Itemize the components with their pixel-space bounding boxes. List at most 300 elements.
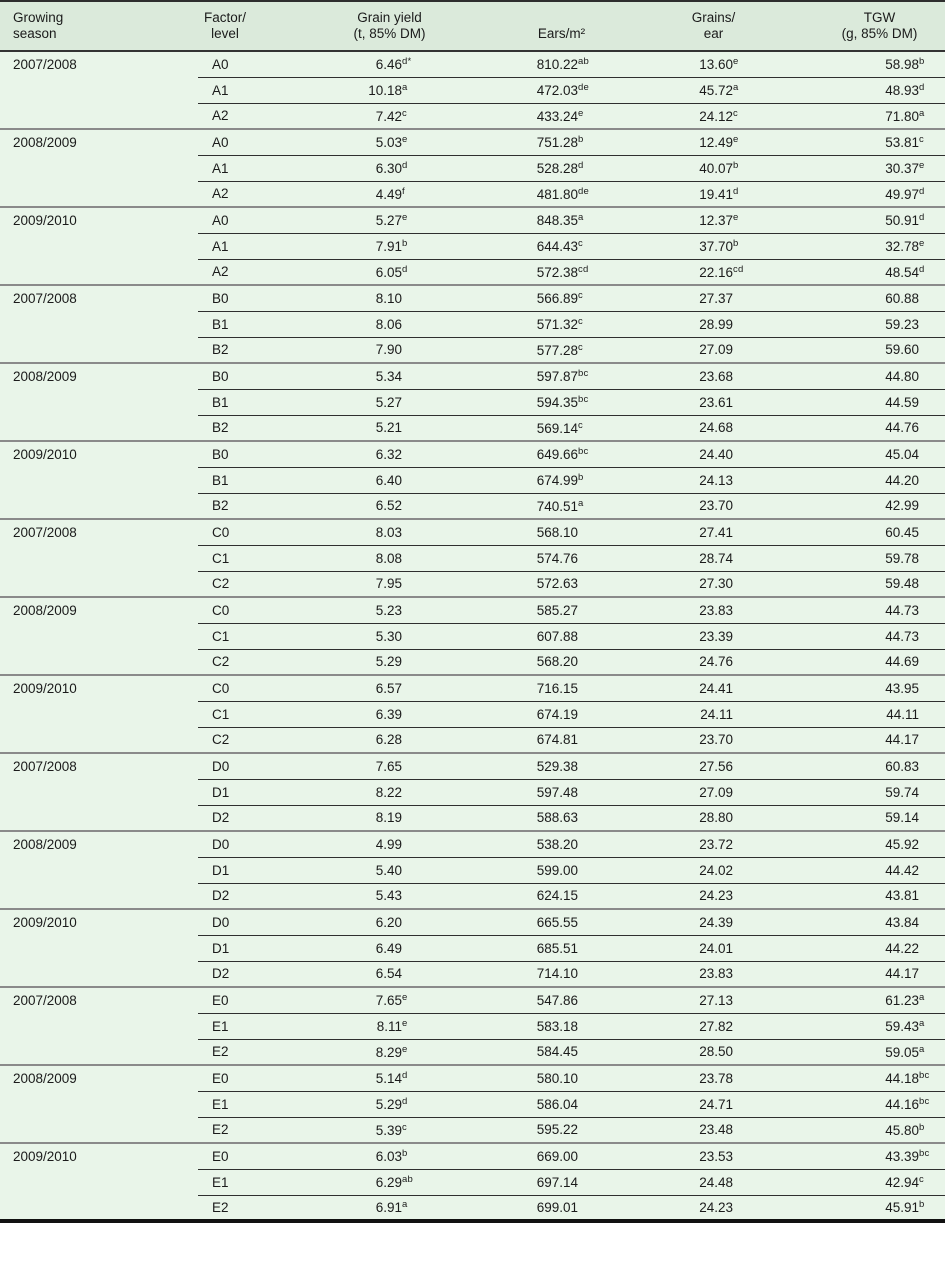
ears-value-cell [430, 129, 603, 155]
value-number: 8.22 [375, 784, 402, 800]
ears-value-cell [430, 675, 603, 701]
factor-cell: B2 [212, 342, 229, 358]
header-line: Growing [13, 10, 64, 25]
value-number: 6.05 [375, 264, 402, 280]
value-number: 586.04 [536, 1096, 578, 1112]
value-number: 547.86 [536, 992, 578, 1008]
ears-value-cell [430, 727, 603, 753]
grain-value-cell [303, 363, 430, 389]
value-number: 5.14 [375, 1071, 402, 1087]
value-number: 24.23 [699, 1199, 733, 1215]
significance-superscript: c [402, 1121, 407, 1133]
grain-value-cell [303, 961, 430, 987]
tgw-value-cell [758, 701, 945, 727]
value-number: 848.35 [536, 213, 578, 229]
grain-value-cell [303, 1091, 430, 1117]
grains-value-cell [603, 181, 758, 207]
tgw-value-cell [758, 883, 945, 909]
table-row [0, 207, 945, 233]
value-number: 6.29 [375, 1175, 402, 1190]
season-cell: 2007/2008 [0, 519, 198, 597]
significance-superscript: e [402, 1043, 408, 1055]
tgw-value-cell [758, 545, 945, 571]
significance-superscript: a [578, 497, 584, 509]
significance-superscript: e [919, 238, 925, 249]
ears-value-cell [430, 1091, 603, 1117]
tgw-value-cell [758, 181, 945, 207]
factor-cell: E2 [212, 1122, 229, 1138]
tgw-value-cell [758, 571, 945, 597]
season-section [0, 207, 945, 285]
significance-superscript: b [402, 238, 408, 249]
value-number: 44.69 [885, 654, 919, 670]
factor-cell: B0 [198, 441, 303, 467]
ears-value-cell [430, 493, 603, 519]
factor-cell: E1 [198, 1091, 303, 1117]
significance-superscript: ab [402, 1174, 413, 1185]
header-line: Factor/ [204, 10, 247, 25]
factor-cell: A1 [198, 233, 303, 259]
ears-value-cell [430, 649, 603, 675]
value-number: 49.97 [885, 186, 919, 202]
grain-value-cell [303, 623, 430, 649]
tgw-value-cell [758, 1143, 945, 1169]
value-number: 24.02 [699, 862, 733, 878]
tgw-value-cell [758, 1065, 945, 1091]
grains-value-cell [603, 155, 758, 181]
significance-superscript: a [402, 82, 408, 93]
tgw-value-cell [758, 337, 945, 363]
factor-cell: C1 [198, 701, 303, 727]
value-number: 23.68 [699, 368, 733, 384]
grain-value-cell [303, 207, 430, 233]
grain-value-cell [303, 1117, 430, 1143]
table-row [0, 519, 945, 545]
grains-value-cell [603, 467, 758, 493]
value-number: 644.43 [536, 239, 578, 254]
significance-superscript: bc [919, 1096, 930, 1107]
grain-value-cell [303, 909, 430, 935]
significance-superscript: b [733, 160, 739, 171]
grain-value-cell [303, 831, 430, 857]
tgw-value-cell [758, 831, 945, 857]
value-number: 8.08 [375, 550, 402, 566]
tgw-value-cell [758, 259, 945, 285]
significance-superscript: c [578, 316, 583, 327]
grains-value-cell [603, 441, 758, 467]
factor-cell: C2 [212, 654, 230, 670]
grain-value-cell [303, 571, 430, 597]
value-number: 597.48 [536, 784, 578, 800]
significance-superscript: e [919, 160, 925, 171]
significance-superscript: ab [578, 56, 589, 68]
significance-superscript: e [402, 134, 408, 146]
table-row [0, 675, 945, 701]
factor-cell: D1 [198, 857, 303, 883]
grain-value-cell [303, 337, 430, 363]
season-section [0, 51, 945, 129]
tgw-value-cell [758, 519, 945, 545]
factor-cell: B1 [198, 467, 303, 493]
factor-cell: A0 [198, 51, 303, 77]
value-number: 59.74 [885, 784, 919, 800]
value-number: 6.57 [375, 680, 402, 696]
ears-value-cell [430, 103, 603, 129]
value-number: 674.81 [536, 732, 578, 748]
ears-value-cell [430, 623, 603, 649]
value-number: 22.16 [699, 264, 733, 280]
factor-cell: B0 [198, 363, 303, 389]
grain-value-cell [303, 519, 430, 545]
tgw-value-cell [758, 207, 945, 233]
value-number: 6.40 [375, 472, 402, 488]
tgw-value-cell [758, 311, 945, 337]
value-number: 8.11 [376, 1019, 402, 1034]
value-number: 30.37 [885, 161, 919, 176]
value-number: 44.73 [885, 628, 919, 644]
significance-superscript: a [919, 1043, 925, 1055]
ears-value-cell [430, 1013, 603, 1039]
grain-value-cell [303, 441, 430, 467]
column-header-grain-yield [303, 1, 430, 51]
season-section [0, 831, 945, 909]
ears-value-cell [430, 1143, 603, 1169]
significance-superscript: b [733, 238, 739, 249]
value-number: 624.15 [536, 888, 578, 904]
grains-value-cell [603, 961, 758, 987]
value-number: 599.00 [536, 862, 578, 878]
tgw-value-cell [758, 1117, 945, 1143]
grains-value-cell [603, 779, 758, 805]
value-number: 23.39 [699, 628, 733, 644]
value-number: 27.09 [699, 784, 733, 800]
significance-superscript: e [733, 56, 739, 68]
value-number: 572.63 [536, 576, 578, 592]
value-number: 45.04 [885, 446, 919, 462]
table-row [0, 753, 945, 779]
grains-value-cell [603, 649, 758, 675]
factor-cell: C0 [198, 597, 303, 623]
grains-value-cell [603, 753, 758, 779]
grain-value-cell [303, 1013, 430, 1039]
value-number: 529.38 [536, 758, 578, 774]
value-number: 6.03 [375, 1149, 402, 1165]
value-number: 28.74 [699, 550, 733, 566]
value-number: 6.91 [375, 1200, 402, 1216]
grains-value-cell [603, 545, 758, 571]
header-line: season [13, 26, 57, 41]
significance-superscript: bc [578, 368, 589, 380]
ears-value-cell [430, 181, 603, 207]
value-number: 27.56 [699, 758, 733, 774]
significance-superscript: a [402, 1199, 408, 1211]
value-number: 7.42 [375, 108, 402, 124]
value-number: 649.66 [536, 447, 578, 463]
significance-superscript: bc [919, 1148, 930, 1160]
factor-cell: E0 [198, 1065, 303, 1091]
value-number: 23.78 [699, 1070, 733, 1086]
factor-cell: E1 [198, 1169, 303, 1195]
value-number: 28.99 [699, 316, 733, 332]
value-number: 585.27 [536, 602, 578, 618]
grains-value-cell [603, 1091, 758, 1117]
ears-value-cell [430, 311, 603, 337]
factor-cell: C1 [198, 545, 303, 571]
ears-value-cell [430, 441, 603, 467]
ears-value-cell [430, 935, 603, 961]
grain-value-cell [303, 779, 430, 805]
factor-cell: B2 [212, 420, 229, 436]
tgw-value-cell [758, 493, 945, 519]
tgw-value-cell [758, 441, 945, 467]
grains-value-cell [603, 1039, 758, 1065]
season-cell: 2008/2009 [0, 1065, 198, 1143]
table-row [0, 129, 945, 155]
significance-superscript: a [919, 992, 925, 1004]
factor-cell: B0 [198, 285, 303, 311]
value-number: 699.01 [536, 1199, 578, 1215]
tgw-value-cell [758, 909, 945, 935]
factor-cell: A1 [198, 155, 303, 181]
factor-cell: E0 [198, 1143, 303, 1169]
factor-cell: A2 [212, 186, 229, 202]
significance-superscript: bc [578, 446, 589, 458]
value-number: 23.83 [699, 966, 733, 982]
value-number: 45.80 [885, 1122, 919, 1138]
factor-cell: D0 [198, 753, 303, 779]
season-cell: 2008/2009 [0, 597, 198, 675]
value-number: 27.30 [699, 576, 733, 592]
season-cell: 2008/2009 [0, 363, 198, 441]
value-number: 669.00 [536, 1148, 578, 1164]
season-section [0, 441, 945, 519]
value-number: 6.52 [375, 498, 402, 514]
header-line: (t, 85% DM) [353, 26, 426, 41]
grains-value-cell [603, 519, 758, 545]
ears-value-cell [430, 883, 603, 909]
grain-value-cell [303, 649, 430, 675]
value-number: 6.49 [375, 940, 402, 956]
grains-value-cell [603, 415, 758, 441]
value-number: 574.76 [536, 550, 578, 566]
season-section [0, 285, 945, 363]
value-number: 810.22 [536, 57, 578, 73]
significance-superscript: c [733, 107, 738, 119]
header-line: Grains/ [691, 10, 736, 25]
ears-value-cell [430, 805, 603, 831]
grain-value-cell [303, 935, 430, 961]
value-number: 6.54 [375, 966, 402, 982]
table-row [0, 987, 945, 1013]
header-line: (g, 85% DM) [841, 26, 918, 41]
value-number: 8.03 [375, 524, 402, 540]
value-number: 19.41 [699, 186, 733, 202]
value-number: 60.88 [885, 290, 919, 306]
value-number: 24.11 [700, 706, 733, 722]
factor-cell: C0 [198, 519, 303, 545]
value-number: 5.27 [375, 394, 402, 410]
ears-value-cell [430, 389, 603, 415]
significance-superscript: c [578, 238, 583, 249]
value-number: 37.70 [699, 239, 733, 254]
season-section [0, 987, 945, 1065]
factor-cell: B2 [212, 498, 229, 514]
ears-value-cell [430, 467, 603, 493]
value-number: 481.80 [536, 186, 578, 202]
ears-value-cell [430, 597, 603, 623]
significance-superscript: e [578, 107, 584, 119]
value-number: 24.23 [699, 888, 733, 904]
value-number: 571.32 [536, 317, 578, 332]
factor-cell: D2 [212, 966, 230, 982]
tgw-value-cell [758, 285, 945, 311]
value-number: 24.12 [699, 108, 733, 124]
value-number: 23.70 [699, 732, 733, 748]
tgw-value-cell [758, 597, 945, 623]
significance-superscript: de [578, 185, 589, 197]
grain-value-cell [303, 545, 430, 571]
grains-value-cell [603, 909, 758, 935]
value-number: 5.23 [375, 602, 402, 618]
factor-cell: C0 [198, 675, 303, 701]
grain-value-cell [303, 1039, 430, 1065]
factor-cell: D1 [198, 935, 303, 961]
significance-superscript: d [402, 1070, 408, 1082]
significance-superscript: d [919, 185, 925, 197]
significance-superscript: e [402, 992, 408, 1004]
tgw-value-cell [758, 1013, 945, 1039]
factor-cell: A1 [198, 77, 303, 103]
grain-value-cell [303, 415, 430, 441]
value-number: 45.92 [885, 836, 919, 852]
value-number: 24.68 [699, 420, 733, 436]
grains-value-cell [603, 1195, 758, 1221]
grain-value-cell [303, 285, 430, 311]
tgw-value-cell [758, 1039, 945, 1065]
value-number: 6.32 [375, 446, 402, 462]
ears-value-cell [430, 753, 603, 779]
grains-value-cell [603, 1013, 758, 1039]
significance-superscript: b [578, 134, 584, 146]
value-number: 8.29 [375, 1044, 402, 1060]
value-number: 59.05 [885, 1044, 919, 1060]
value-number: 61.23 [885, 993, 919, 1009]
significance-superscript: d [402, 263, 408, 275]
value-number: 59.14 [885, 810, 919, 826]
grain-value-cell [303, 129, 430, 155]
grains-value-cell [603, 1169, 758, 1195]
ears-value-cell [430, 259, 603, 285]
value-number: 24.39 [699, 914, 733, 930]
table-row [0, 1065, 945, 1091]
table-header [0, 1, 945, 51]
grains-value-cell [603, 935, 758, 961]
season-section [0, 909, 945, 987]
significance-superscript: c [578, 341, 583, 353]
grain-value-cell [303, 1143, 430, 1169]
value-number: 7.95 [375, 576, 402, 592]
value-number: 8.10 [375, 290, 402, 306]
significance-superscript: a [578, 212, 584, 224]
ears-value-cell [430, 233, 603, 259]
value-number: 740.51 [536, 498, 578, 514]
factor-cell: C1 [198, 623, 303, 649]
tgw-value-cell [758, 233, 945, 259]
season-cell: 2009/2010 [0, 1143, 198, 1221]
value-number: 528.28 [536, 161, 578, 176]
ears-value-cell [430, 571, 603, 597]
value-number: 472.03 [536, 83, 578, 98]
tgw-value-cell [758, 805, 945, 831]
grains-value-cell [603, 831, 758, 857]
value-number: 697.14 [536, 1174, 578, 1190]
value-number: 594.35 [536, 395, 578, 410]
ears-value-cell [430, 1117, 603, 1143]
season-cell: 2009/2010 [0, 675, 198, 753]
value-number: 8.06 [375, 316, 402, 332]
value-number: 7.65 [375, 993, 402, 1009]
factor-cell: D2 [212, 810, 230, 826]
season-cell: 2007/2008 [0, 987, 198, 1065]
column-header-factor-level [198, 1, 303, 51]
ears-value-cell [430, 779, 603, 805]
significance-superscript: c [919, 134, 924, 146]
header-line: Grain yield [357, 10, 422, 25]
value-number: 43.39 [885, 1149, 919, 1165]
factor-cell: A0 [198, 129, 303, 155]
tgw-value-cell [758, 467, 945, 493]
value-number: 48.54 [885, 264, 919, 280]
value-number: 23.72 [699, 836, 733, 852]
significance-superscript: b [402, 1148, 408, 1160]
value-number: 5.03 [375, 135, 402, 151]
value-number: 23.83 [699, 602, 733, 618]
value-number: 44.80 [885, 368, 919, 384]
tgw-value-cell [758, 857, 945, 883]
grain-value-cell [303, 1169, 430, 1195]
grains-value-cell [603, 389, 758, 415]
grain-value-cell [303, 467, 430, 493]
value-number: 595.22 [536, 1122, 578, 1138]
grain-value-cell [303, 675, 430, 701]
ears-value-cell [430, 961, 603, 987]
factor-cell: B1 [198, 311, 303, 337]
grains-value-cell [603, 285, 758, 311]
ears-value-cell [430, 1169, 603, 1195]
value-number: 5.21 [375, 420, 402, 436]
factor-cell: D0 [198, 909, 303, 935]
value-number: 44.42 [885, 862, 919, 878]
factor-cell: A2 [212, 108, 229, 124]
table-row [0, 363, 945, 389]
value-number: 5.34 [375, 368, 402, 384]
value-number: 6.39 [375, 706, 402, 722]
value-number: 27.09 [699, 342, 733, 358]
significance-superscript: c [402, 107, 407, 119]
grains-value-cell [603, 805, 758, 831]
value-number: 43.84 [885, 914, 919, 930]
value-number: 44.17 [885, 732, 919, 748]
value-number: 566.89 [536, 291, 578, 307]
value-number: 10.18 [368, 83, 402, 98]
grains-value-cell [603, 727, 758, 753]
value-number: 71.80 [885, 108, 919, 124]
value-number: 584.45 [536, 1044, 578, 1060]
tgw-value-cell [758, 675, 945, 701]
significance-superscript: bc [919, 1070, 930, 1082]
significance-superscript: de [578, 82, 589, 93]
grain-value-cell [303, 727, 430, 753]
